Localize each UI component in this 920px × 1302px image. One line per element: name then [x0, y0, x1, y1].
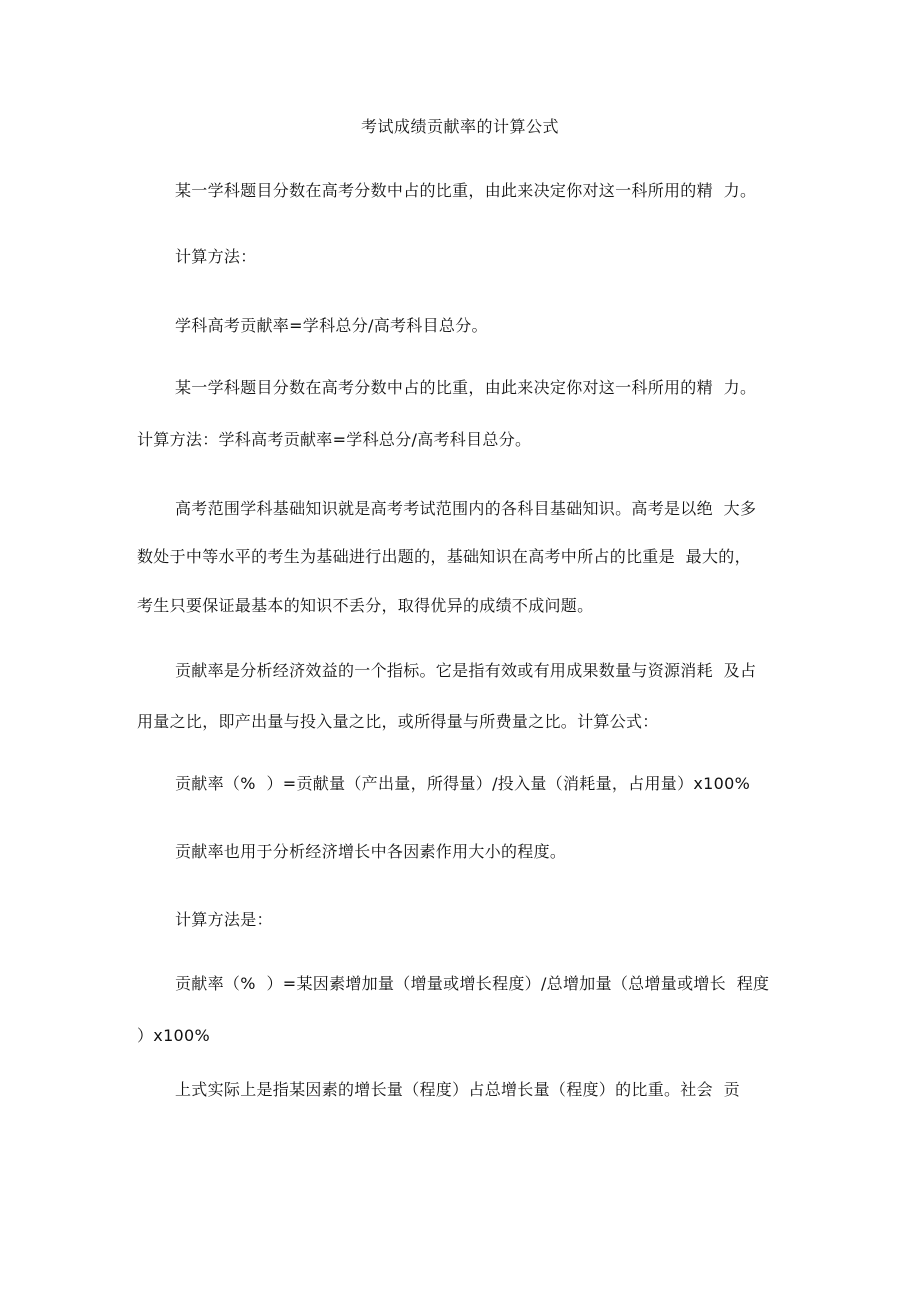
paragraph-6-line-1: 贡献率是分析经济效益的一个指标。它是指有效或有用成果数量与资源消耗 及占 — [175, 661, 757, 680]
paragraph-4-line-2: 计算方法：学科高考贡献率=学科总分/高考科目总分。 — [137, 430, 532, 449]
paragraph-2: 计算方法： — [175, 247, 257, 266]
formula-1: 贡献率（% ）=贡献量（产出量，所得量）/投入量（消耗量，占用量）x100% — [175, 774, 751, 793]
paragraph-5-line-3: 考生只要保证最基本的知识不丢分，取得优异的成绩不成问题。 — [137, 596, 594, 615]
formula-2-line-2: ）x100% — [137, 1026, 211, 1045]
paragraph-9: 计算方法是： — [175, 910, 273, 929]
paragraph-1: 某一学科题目分数在高考分数中占的比重，由此来决定你对这一科所用的精 力。 — [175, 181, 757, 200]
paragraph-4-line-1: 某一学科题目分数在高考分数中占的比重，由此来决定你对这一科所用的精 力。 — [175, 378, 757, 397]
paragraph-3: 学科高考贡献率=学科总分/高考科目总分。 — [175, 316, 488, 335]
paragraph-5-line-1: 高考范围学科基础知识就是高考考试范围内的各科目基础知识。高考是以绝 大多 — [175, 499, 757, 518]
paragraph-5-line-2: 数处于中等水平的考生为基础进行出题的，基础知识在高考中所占的比重是 最大的， — [137, 547, 751, 566]
paragraph-6-line-2: 用量之比，即产出量与投入量之比，或所得量与所费量之比。计算公式： — [137, 712, 659, 731]
paragraph-8: 贡献率也用于分析经济增长中各因素作用大小的程度。 — [175, 842, 567, 861]
paragraph-11: 上式实际上是指某因素的增长量（程度）占总增长量（程度）的比重。社会 贡 — [175, 1080, 740, 1099]
document-title: 考试成绩贡献率的计算公式 — [360, 117, 559, 136]
formula-2-line-1: 贡献率（% ）=某因素增加量（增量或增长程度）/总增加量（总增量或增长 程度 — [175, 974, 770, 993]
